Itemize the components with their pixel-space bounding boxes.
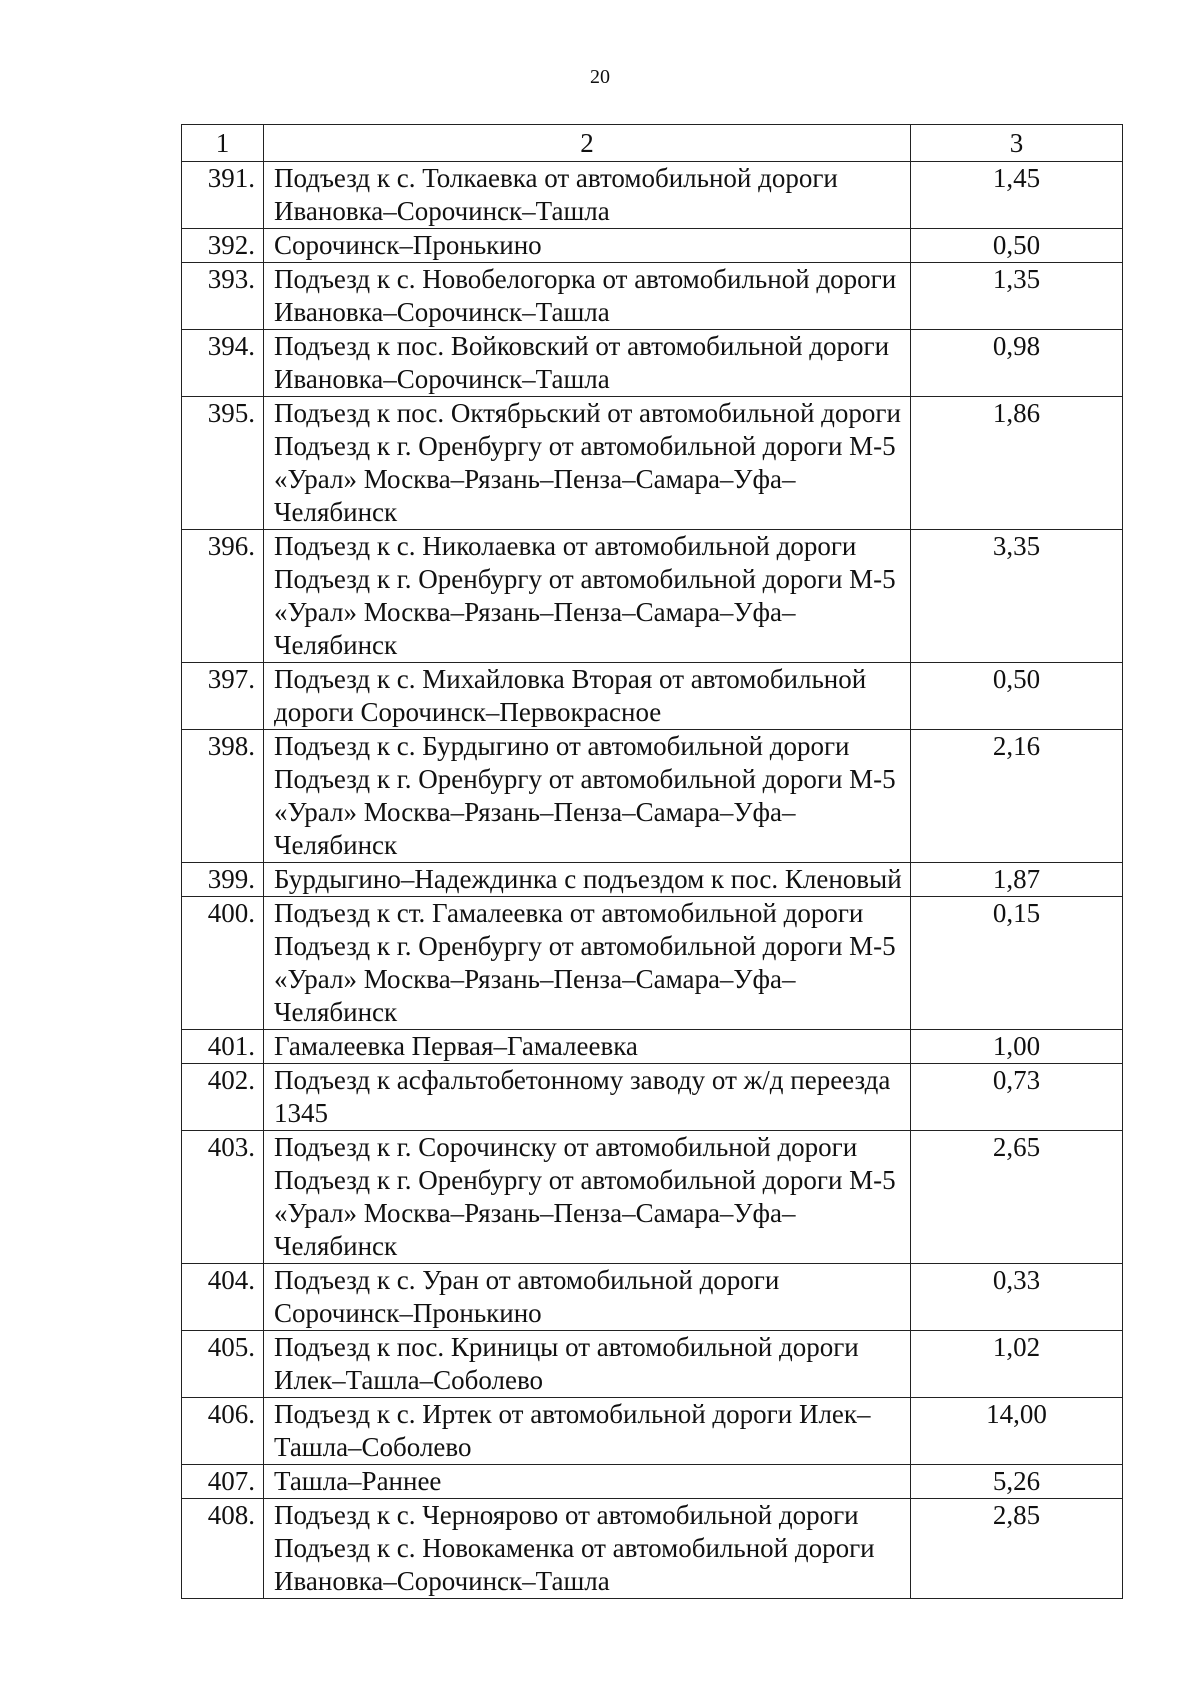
- row-number-cell: 400.: [182, 897, 264, 1030]
- row-number-cell: 401.: [182, 1030, 264, 1064]
- table-row: [182, 397, 1123, 530]
- road-name-cell: Подъезд к ст. Гамалеевка от автомобильной дороги Подъезд к г. Оренбургу от автомобильной дороги М-5 «Урал» Москва–Рязань–Пенза–Самара–Уфа–Челябинск: [264, 897, 911, 1030]
- road-name-cell: Подъезд к с. Михайловка Вторая от автомобильной дороги Сорочинск–Первокрасное: [264, 663, 911, 730]
- table-row: [182, 1131, 1123, 1264]
- page-number: 20: [590, 66, 610, 88]
- road-name-cell: Подъезд к с. Николаевка от автомобильной дороги Подъезд к г. Оренбургу от автомобильной дороги М-5 «Урал» Москва–Рязань–Пенза–Самара–Уфа–Челябинск: [264, 530, 911, 663]
- column-header-number: 1: [182, 125, 264, 162]
- road-length-cell: 0,73: [911, 1064, 1123, 1131]
- road-length-cell: 0,15: [911, 897, 1123, 1030]
- table-row: [182, 1465, 1123, 1499]
- row-number-cell: 396.: [182, 530, 264, 663]
- table-row: [182, 730, 1123, 863]
- row-number-cell: 402.: [182, 1064, 264, 1131]
- table-row: [182, 530, 1123, 663]
- table-row: [182, 1064, 1123, 1131]
- road-length-cell: 1,86: [911, 397, 1123, 530]
- table-row: [182, 863, 1123, 897]
- roads-table: [181, 124, 1123, 1599]
- road-name-cell: Подъезд к пос. Октябрьский от автомобильной дороги Подъезд к г. Оренбургу от автомобильной дороги М-5 «Урал» Москва–Рязань–Пенза–Самара–Уфа–Челябинск: [264, 397, 911, 530]
- road-length-cell: 0,33: [911, 1264, 1123, 1331]
- road-length-cell: 3,35: [911, 530, 1123, 663]
- road-name-cell: Бурдыгино–Надеждинка с подъездом к пос. Кленовый: [264, 863, 911, 897]
- road-length-cell: 1,02: [911, 1331, 1123, 1398]
- row-number-cell: 393.: [182, 263, 264, 330]
- road-length-cell: 0,50: [911, 229, 1123, 263]
- road-name-cell: Подъезд к пос. Войковский от автомобильной дороги Ивановка–Сорочинск–Ташла: [264, 330, 911, 397]
- road-length-cell: 0,98: [911, 330, 1123, 397]
- row-number-cell: 397.: [182, 663, 264, 730]
- table-row: [182, 330, 1123, 397]
- row-number-cell: 407.: [182, 1465, 264, 1499]
- road-name-cell: Подъезд к с. Иртек от автомобильной дороги Илек–Ташла–Соболево: [264, 1398, 911, 1465]
- road-name-cell: Подъезд к с. Черноярово от автомобильной дороги Подъезд к с. Новокаменка от автомобильной дороги Ивановка–Сорочинск–Ташла: [264, 1499, 911, 1599]
- row-number-cell: 408.: [182, 1499, 264, 1599]
- table-body: [182, 162, 1123, 1599]
- road-name-cell: Подъезд к г. Сорочинску от автомобильной дороги Подъезд к г. Оренбургу от автомобильной дороги М-5 «Урал» Москва–Рязань–Пенза–Самара–Уфа–Челябинск: [264, 1131, 911, 1264]
- table-header-row: [182, 125, 1123, 162]
- table-row: [182, 1499, 1123, 1599]
- road-length-cell: 5,26: [911, 1465, 1123, 1499]
- road-length-cell: 1,87: [911, 863, 1123, 897]
- road-length-cell: 1,35: [911, 263, 1123, 330]
- road-name-cell: Гамалеевка Первая–Гамалеевка: [264, 1030, 911, 1064]
- row-number-cell: 399.: [182, 863, 264, 897]
- road-name-cell: Подъезд к пос. Криницы от автомобильной дороги Илек–Ташла–Соболево: [264, 1331, 911, 1398]
- row-number-cell: 391.: [182, 162, 264, 229]
- road-length-cell: 2,85: [911, 1499, 1123, 1599]
- road-length-cell: 2,16: [911, 730, 1123, 863]
- table-row: [182, 263, 1123, 330]
- road-name-cell: Подъезд к с. Уран от автомобильной дороги Сорочинск–Пронькино: [264, 1264, 911, 1331]
- column-header-name: 2: [264, 125, 911, 162]
- row-number-cell: 392.: [182, 229, 264, 263]
- road-length-cell: 0,50: [911, 663, 1123, 730]
- road-name-cell: Сорочинск–Пронькино: [264, 229, 911, 263]
- table-row: [182, 1398, 1123, 1465]
- road-name-cell: Подъезд к с. Новобелогорка от автомобильной дороги Ивановка–Сорочинск–Ташла: [264, 263, 911, 330]
- road-length-cell: 14,00: [911, 1398, 1123, 1465]
- table-row: [182, 663, 1123, 730]
- road-length-cell: 1,45: [911, 162, 1123, 229]
- table-row: [182, 229, 1123, 263]
- table-row: [182, 897, 1123, 1030]
- column-header-length: 3: [911, 125, 1123, 162]
- row-number-cell: 406.: [182, 1398, 264, 1465]
- road-name-cell: Ташла–Раннее: [264, 1465, 911, 1499]
- row-number-cell: 403.: [182, 1131, 264, 1264]
- table-row: [182, 1030, 1123, 1064]
- row-number-cell: 405.: [182, 1331, 264, 1398]
- road-name-cell: Подъезд к с. Бурдыгино от автомобильной дороги Подъезд к г. Оренбургу от автомобильной дороги М-5 «Урал» Москва–Рязань–Пенза–Самара–Уфа–Челябинск: [264, 730, 911, 863]
- road-length-cell: 1,00: [911, 1030, 1123, 1064]
- row-number-cell: 394.: [182, 330, 264, 397]
- row-number-cell: 395.: [182, 397, 264, 530]
- road-name-cell: Подъезд к с. Толкаевка от автомобильной дороги Ивановка–Сорочинск–Ташла: [264, 162, 911, 229]
- row-number-cell: 398.: [182, 730, 264, 863]
- table-row: [182, 162, 1123, 229]
- road-name-cell: Подъезд к асфальтобетонному заводу от ж/д переезда 1345: [264, 1064, 911, 1131]
- table-row: [182, 1264, 1123, 1331]
- road-length-cell: 2,65: [911, 1131, 1123, 1264]
- table-row: [182, 1331, 1123, 1398]
- row-number-cell: 404.: [182, 1264, 264, 1331]
